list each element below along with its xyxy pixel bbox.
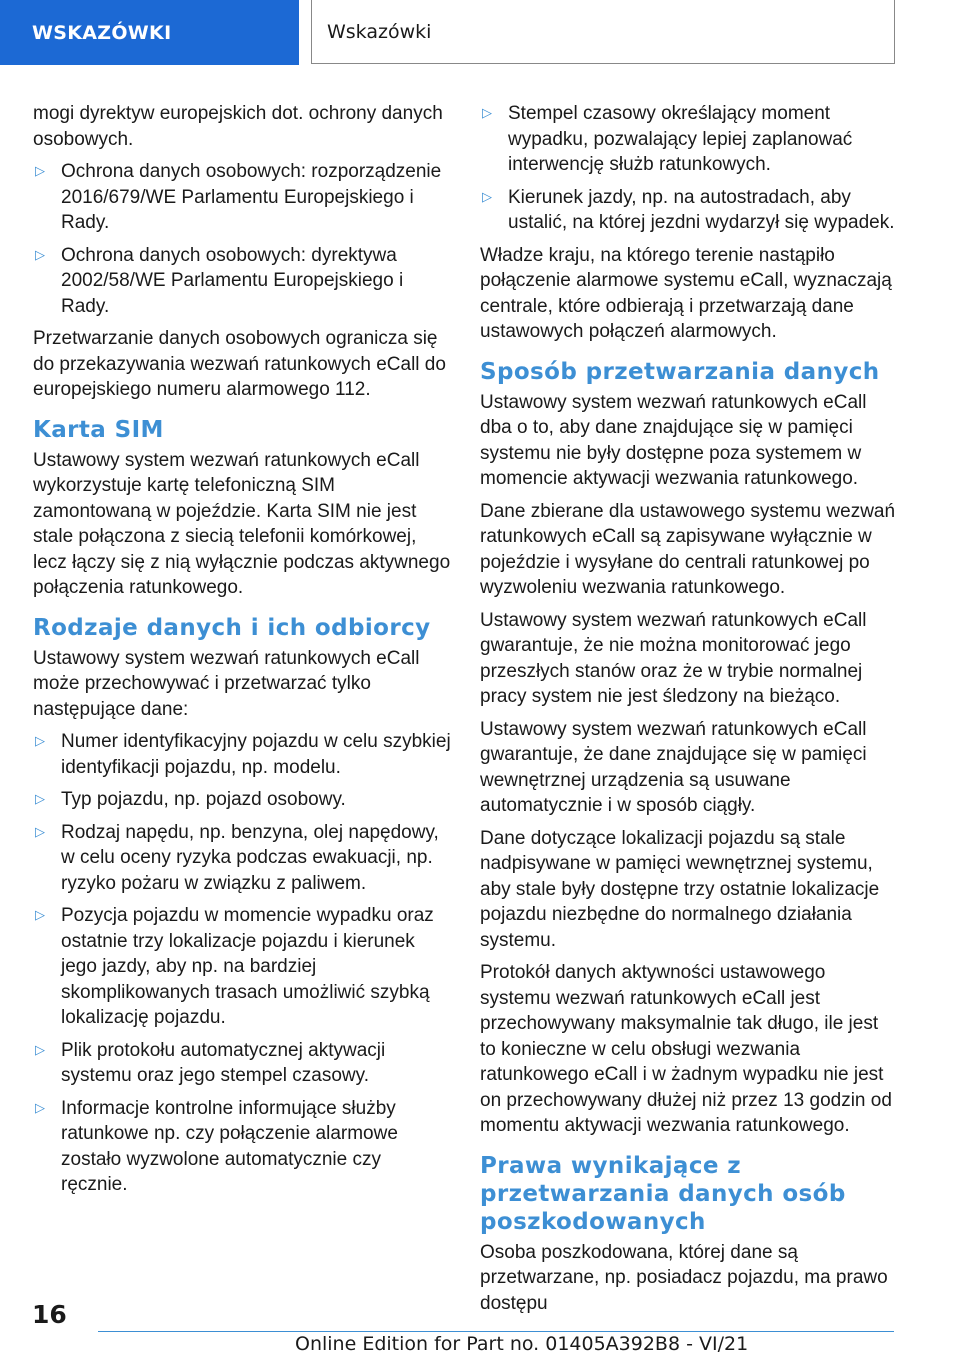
triangle-bullet-icon: ▷ xyxy=(35,734,45,749)
paragraph: Dane zbierane dla ustawowego systemu wezwań ratunkowych eCall są zapisywane wyłącznie w pojeździe i wysyłane do centrali ratunkowej po wyzwoleniu wezwania ratunkowego. xyxy=(480,500,896,598)
paragraph: Ustawowy system wezwań ratunkowych eCall wykorzystuje kartę telefoniczną SIM zamontowaną w pojeździe. Karta SIM nie jest stale połączona z siecią telefonii komórkowej, lecz łączy się z nią wyłącznie podczas aktywnego połączenia ratunkowego. xyxy=(33,449,451,598)
list-item: ▷ Kierunek jazdy, np. na autostradach, aby ustalić, na której jezdni wydarzył się wypadek. xyxy=(482,186,895,233)
paragraph: Ustawowy system wezwań ratunkowych eCall dba o to, aby dane znajdujące się w pamięci systemu nie były dostępne poza systemem w momencie aktywacji wezwania ratunkowego. xyxy=(480,391,867,489)
list-item: ▷ Informacje kontrolne informujące służby ratunkowe np. czy połączenie alarmowe zostało wyzwolone automatycznie czy ręcznie. xyxy=(35,1097,398,1195)
list-item: ▷ Plik protokołu automatycznej aktywacji systemu oraz jego stempel czasowy. xyxy=(35,1039,386,1086)
triangle-bullet-icon: ▷ xyxy=(35,908,45,923)
footer-divider xyxy=(98,1331,894,1332)
triangle-bullet-icon: ▷ xyxy=(482,189,492,205)
list-item: ▷ Numer identyfikacyjny pojazdu w celu szybkiej identyfikacji pojazdu, np. modelu. xyxy=(35,731,451,778)
paragraph-intro: mogi dyrektyw europejskich dot. ochrony danych osobowych. xyxy=(33,103,443,150)
list-item: ▷ Typ pojazdu, np. pojazd osobowy. xyxy=(33,787,451,813)
heading-sim: Karta SIM xyxy=(33,416,164,443)
paragraph: Ustawowy system wezwań ratunkowych eCall gwarantuje, że dane znajdujące się w pamięci wewnętrznej urządzenia są usuwane automatycznie i w sposób ciągły. xyxy=(480,718,867,816)
left-column xyxy=(33,101,451,1205)
heading-rights: Prawa wynikające z przetwarzania danych osób poszkodowanych xyxy=(480,1152,846,1235)
paragraph: Władze kraju, na którego terenie nastąpiło połączenie alarmowe systemu eCall, wyznaczają centrale, które odbierają i przetwarzają dane ustawowych połączeń alarmowych. xyxy=(480,244,892,342)
paragraph: Ustawowy system wezwań ratunkowych eCall może przechowywać i przetwarzać tylko następujące dane: xyxy=(33,647,420,720)
data-list xyxy=(33,729,451,1198)
right-column xyxy=(480,101,898,1323)
chapter-title: Wskazówki xyxy=(311,0,895,64)
paragraph: Osoba poszkodowana, której dane są przetwarzane, np. posiadacz pojazdu, ma prawo dostępu xyxy=(480,1241,888,1314)
heading-data-types: Rodzaje danych i ich odbiorcy xyxy=(33,614,431,641)
triangle-bullet-icon: ▷ xyxy=(35,1100,45,1116)
list-item: ▷ Pozycja pojazdu w momencie wypadku oraz ostatnie trzy lokalizacje pojazdu i kierunek jego jazdy, aby np. na bardziej skomplikowanych trasach umożliwić szybką lokalizację pojazdu. xyxy=(35,905,434,1028)
triangle-bullet-icon: ▷ xyxy=(35,247,45,263)
triangle-bullet-icon: ▷ xyxy=(482,106,492,121)
data-list-continued xyxy=(480,101,898,236)
paragraph: Przetwarzanie danych osobowych ogranicza się do przekazywania wezwań ratunkowych eCall do europejskiego numeru alarmowego 112. xyxy=(33,328,446,400)
section-tab: WSKAZÓWKI xyxy=(0,0,299,65)
edition-footer: Online Edition for Part no. 01405A392B8 - VI/21 xyxy=(295,1333,749,1355)
paragraph: Ustawowy system wezwań ratunkowych eCall gwarantuje, że nie można monitorować jego przeszłych stanów oraz że w trybie normalnej pracy system nie jest śledzony na bieżąco. xyxy=(480,609,867,707)
triangle-bullet-icon: ▷ xyxy=(35,792,45,807)
heading-processing: Sposób przetwarzania danych xyxy=(480,358,880,385)
list-item: ▷ Rodzaj napędu, np. benzyna, olej napędowy, w celu oceny ryzyka podczas ewakuacji, np. ryzyko pożaru w związku z paliwem. xyxy=(35,821,439,894)
triangle-bullet-icon: ▷ xyxy=(35,824,45,840)
triangle-bullet-icon: ▷ xyxy=(35,164,45,179)
legal-list xyxy=(33,159,451,319)
paragraph: Dane dotyczące lokalizacji pojazdu są stale nadpisywane w pamięci wewnętrznej systemu, aby stale były dostępne trzy ostatnie lokalizacje pojazdu niezbędne do normalnego działania systemu. xyxy=(480,827,880,951)
list-item: ▷ Stempel czasowy określający moment wypadku, pozwalający lepiej zaplanować interwencję służb ratunkowych. xyxy=(482,103,853,175)
list-item: ▷ Ochrona danych osobowych: dyrektywa 2002/58/WE Parlamentu Europejskiego i Rady. xyxy=(35,244,404,317)
page-number: 16 xyxy=(32,1300,67,1329)
paragraph: Protokół danych aktywności ustawowego systemu wezwań ratunkowych eCall jest przechowywany maksymalnie tak długo, ile jest to konieczne w celu obsługi wezwania ratunkowego eCall i w żadnym wypadku nie jest on przechowywany dłużej niż przez 13 godzin od momentu aktywacji wezwania ratunkowego. xyxy=(480,962,892,1136)
triangle-bullet-icon: ▷ xyxy=(35,1042,45,1058)
list-item: ▷ Ochrona danych osobowych: rozporządzenie 2016/679/WE Parlamentu Europejskiego i Rady. xyxy=(35,161,442,233)
